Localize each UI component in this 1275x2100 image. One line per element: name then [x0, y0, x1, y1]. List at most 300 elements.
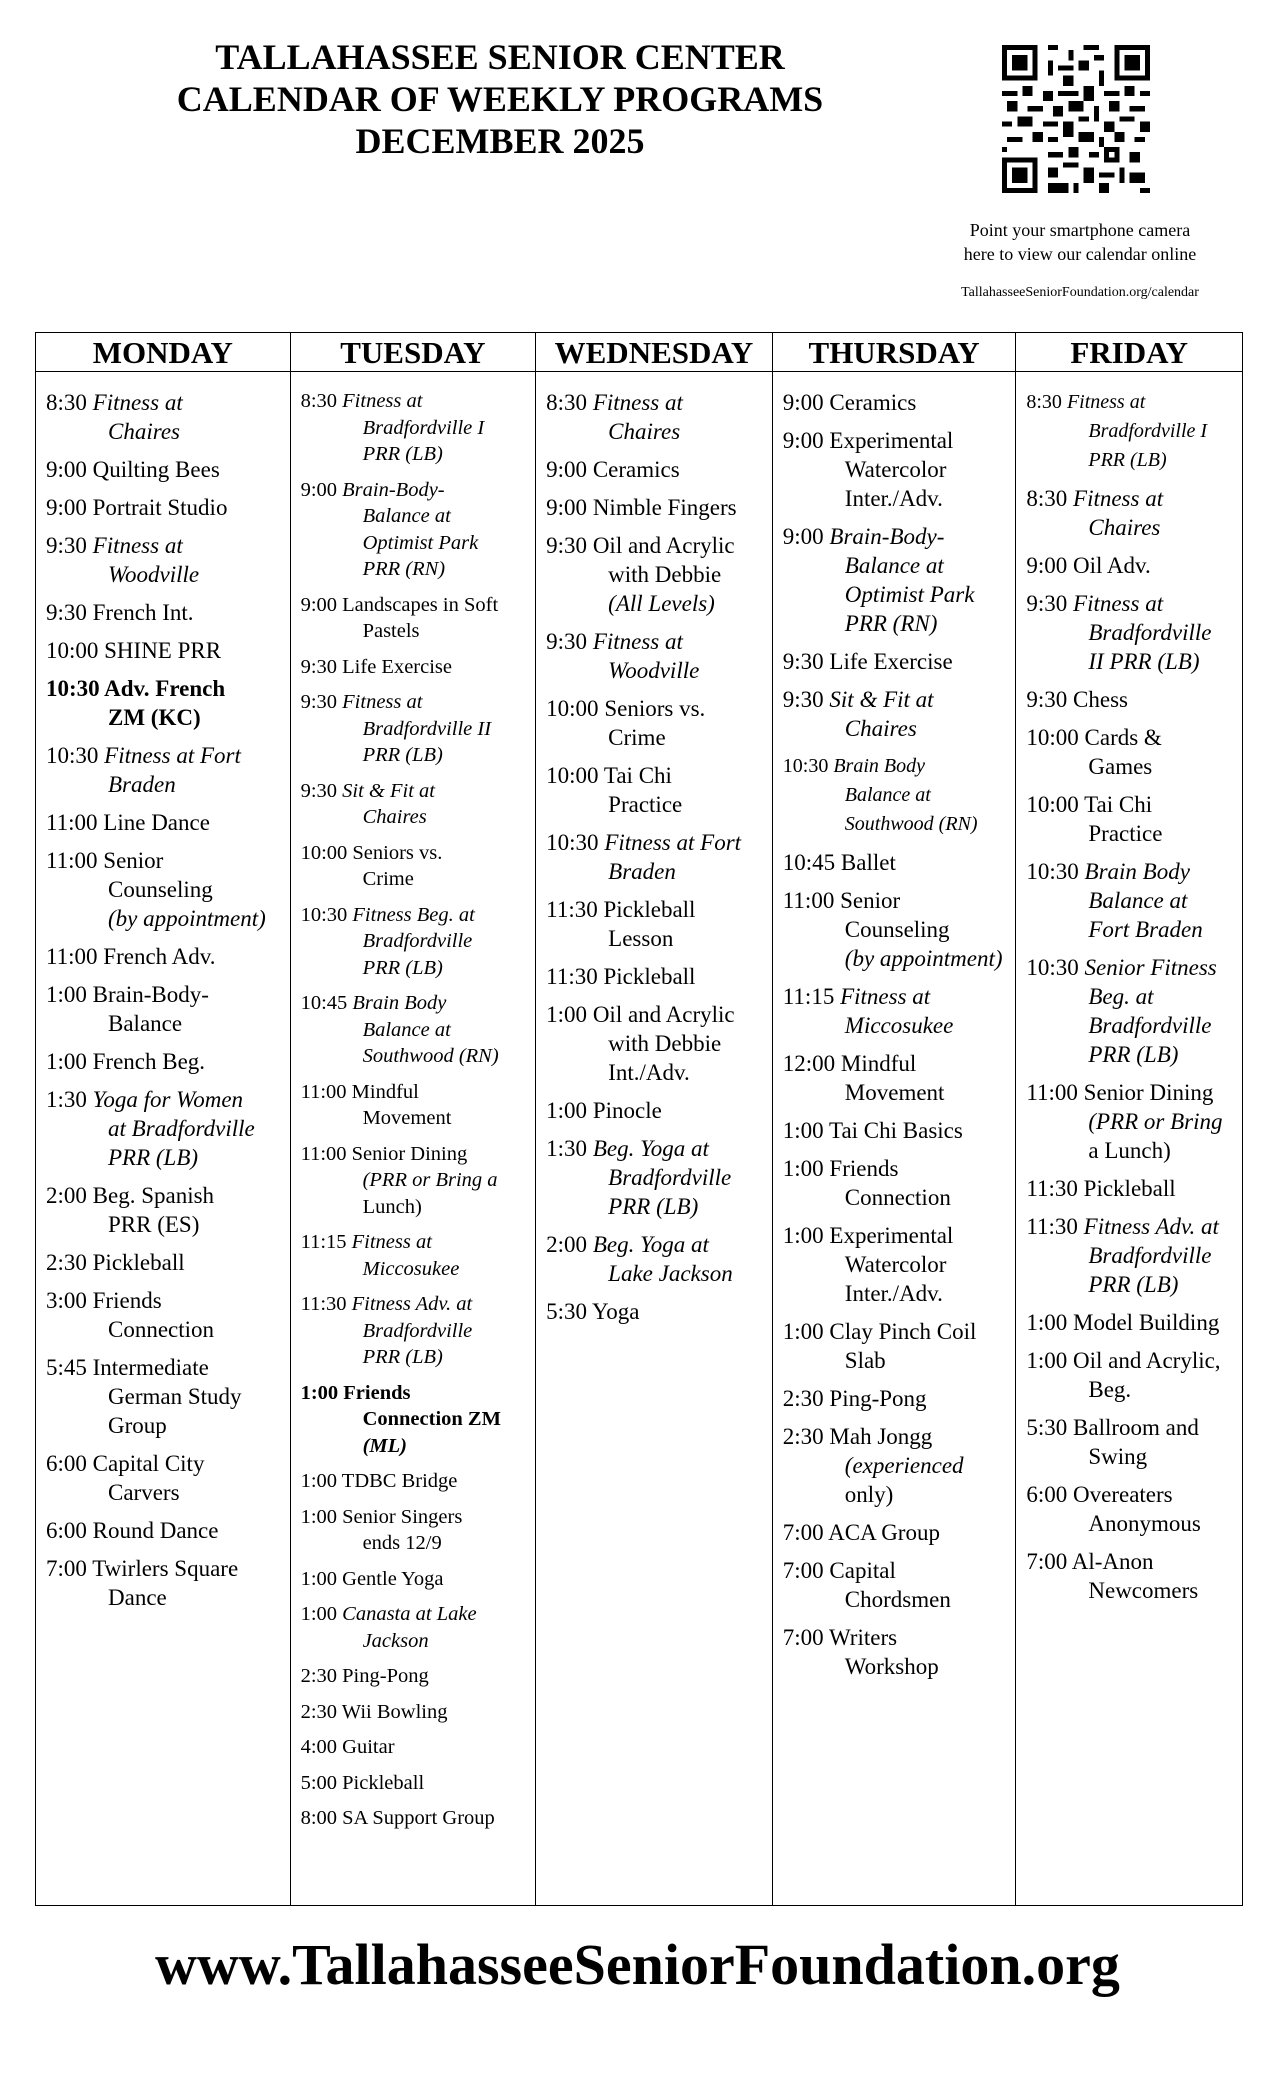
event-time: 10:00 [1026, 792, 1079, 817]
event-item [46, 942, 284, 971]
event-item [46, 1047, 284, 1076]
event-title: Brain-Body- [829, 524, 945, 549]
event-detail: Pastels [362, 620, 420, 642]
event-title: Capital [829, 1558, 896, 1583]
event-title: Fitness at [351, 1231, 432, 1253]
event-title: Fitness Beg. at [352, 903, 475, 926]
event-title: ACA Group [828, 1520, 940, 1545]
event-time: 6:00 [1026, 1482, 1068, 1507]
event-time: 7:00 [782, 1520, 824, 1545]
event-detail: Inter./Adv. [844, 1281, 943, 1306]
event-title: Sit & Fit at [829, 687, 934, 712]
event-item [301, 1663, 530, 1690]
event-time: 6:00 [46, 1451, 87, 1476]
event-item [546, 531, 766, 618]
event-detail: Games [1088, 754, 1153, 779]
event-title: Ping-Pong [342, 1665, 429, 1687]
event-item [301, 990, 530, 1070]
event-item [1026, 1174, 1236, 1203]
event-item [783, 1317, 1010, 1375]
event-detail: PRR (LB) [362, 744, 443, 766]
event-time: 10:45 [300, 992, 348, 1014]
event-time: 5:00 [300, 1771, 338, 1794]
event-time: 7:00 [1026, 1549, 1068, 1574]
event-title: Nimble Fingers [592, 495, 737, 520]
event-detail: Carvers [108, 1480, 180, 1505]
column-tuesday [291, 333, 537, 1905]
event-title: TDBC Bridge [341, 1470, 458, 1492]
event-detail: Watercolor [844, 457, 947, 482]
event-time: 11:30 [546, 964, 598, 989]
event-title: Brain-Body- [342, 478, 445, 501]
footer-website-link[interactable]: www.TallahasseeSeniorFoundation.org [155, 1932, 1120, 1997]
event-detail: Swing [1088, 1444, 1148, 1469]
event-time: 1:00 [1026, 1310, 1068, 1335]
event-item [546, 1096, 766, 1125]
event-detail: Chaires [362, 806, 427, 828]
event-detail: Connection [108, 1317, 215, 1342]
event-time: 7:00 [782, 1625, 824, 1650]
event-detail: Chaires [608, 419, 681, 444]
event-item [546, 828, 766, 886]
event-item [783, 1116, 1010, 1145]
event-detail: (by appointment) [108, 906, 266, 931]
event-time: 10:30 [546, 830, 599, 855]
event-item [1026, 1212, 1236, 1299]
event-item [783, 1422, 1010, 1509]
event-time: 1:00 [782, 1319, 824, 1344]
event-time: 9:30 [782, 649, 824, 674]
event-title: Landscapes in Soft [342, 593, 499, 616]
event-item [1026, 790, 1236, 848]
event-detail: PRR (LB) [1088, 449, 1167, 471]
event-time: 1:30 [46, 1087, 87, 1112]
event-title: Senior Fitness [1084, 955, 1217, 980]
event-item [783, 848, 1010, 877]
event-time: 9:30 [300, 655, 338, 678]
event-time: 8:30 [46, 390, 87, 415]
event-item [783, 1154, 1010, 1212]
event-time: 10:00 [300, 841, 348, 864]
column-wednesday [536, 333, 773, 1905]
event-time: 9:00 [1026, 553, 1068, 578]
event-detail: Balance at [362, 505, 451, 527]
event-title: Fitness Adv. at [351, 1293, 473, 1315]
event-title: Cards & [1084, 725, 1162, 750]
event-item [1026, 1078, 1236, 1165]
event-detail: (PRR or Bring [1088, 1109, 1223, 1134]
event-item [46, 455, 284, 484]
event-time: 5:30 [546, 1299, 588, 1324]
event-item [301, 1699, 530, 1726]
event-item [46, 1353, 284, 1440]
event-title: Wii Bowling [341, 1700, 448, 1723]
event-title: Intermediate [92, 1355, 209, 1380]
event-item [1026, 953, 1236, 1069]
events-monday [36, 372, 290, 1612]
event-title: Chess [1073, 687, 1128, 712]
event-detail: Woodville [608, 658, 700, 683]
event-title: Model Building [1073, 1310, 1220, 1335]
event-time: 9:30 [782, 687, 824, 712]
event-title: Oil and Acrylic, [1073, 1348, 1221, 1373]
event-detail: with Debbie [608, 562, 722, 587]
event-time: 9:30 [300, 779, 338, 802]
event-title: Senior Singers [342, 1505, 463, 1528]
event-detail: ZM (KC) [108, 705, 201, 730]
event-detail: Group [108, 1413, 167, 1438]
event-title: Capital City [92, 1451, 205, 1476]
event-title: Senior Dining [351, 1142, 468, 1165]
event-time: 10:45 [782, 850, 836, 875]
event-detail: only) [844, 1482, 894, 1507]
event-time: 9:30 [546, 533, 588, 558]
event-time: 1:00 [300, 1567, 338, 1590]
event-item [783, 982, 1010, 1040]
event-detail: Balance [108, 1011, 183, 1036]
event-title: Canasta at Lake [342, 1603, 477, 1625]
event-title: Ping-Pong [829, 1386, 927, 1411]
event-item [46, 1286, 284, 1344]
event-item [783, 1556, 1010, 1614]
event-item [546, 1000, 766, 1087]
event-title: French Int. [92, 600, 194, 625]
event-time: 8:30 [546, 390, 588, 415]
event-item [1026, 589, 1236, 676]
event-title: Oil Adv. [1073, 553, 1151, 578]
event-time: 2:30 [46, 1250, 87, 1275]
event-detail: ends 12/9 [362, 1532, 442, 1554]
event-title: Life Exercise [342, 655, 452, 678]
event-detail: Movement [844, 1080, 945, 1105]
event-detail: Connection ZM [362, 1408, 501, 1430]
event-detail: Bradfordville [608, 1165, 732, 1190]
title-line-1: TALLAHASSEE SENIOR CENTER [215, 37, 785, 77]
event-title: Fitness at [342, 691, 423, 713]
event-detail: Woodville [108, 562, 200, 587]
event-time: 10:30 [1026, 859, 1079, 884]
event-item [301, 1504, 530, 1557]
event-item [301, 1291, 530, 1371]
event-detail: Practice [608, 792, 683, 817]
event-item [1026, 1480, 1236, 1538]
event-item [1026, 551, 1236, 580]
event-title: Fitness at Fort [604, 830, 742, 855]
event-title: Fitness at [92, 390, 183, 415]
event-item [301, 1380, 530, 1460]
event-time: 9:30 [1026, 687, 1068, 712]
event-detail: Lunch) [362, 1195, 422, 1218]
event-time: 1:00 [300, 1505, 338, 1528]
event-item [46, 1248, 284, 1277]
event-time: 9:00 [782, 428, 824, 453]
event-item [1026, 1308, 1236, 1337]
title-line-3: DECEMBER 2025 [355, 121, 645, 161]
event-item [301, 840, 530, 893]
event-title: Round Dance [92, 1518, 219, 1543]
event-title: Ballroom and [1073, 1415, 1199, 1440]
event-title: Fitness at [840, 984, 931, 1009]
event-title: Friends [829, 1156, 899, 1181]
events-wednesday [536, 372, 772, 1326]
event-time: 9:30 [546, 629, 588, 654]
event-detail: Connection [844, 1185, 951, 1210]
event-item [301, 477, 530, 583]
event-title: Brain Body [1084, 859, 1190, 884]
event-title: Gentle Yoga [342, 1567, 444, 1590]
event-title: Fitness at [592, 629, 683, 654]
event-time: 10:30 [46, 743, 99, 768]
event-item [1026, 388, 1236, 475]
event-item [546, 761, 766, 819]
event-detail: a Lunch) [1088, 1138, 1171, 1163]
event-title: Life Exercise [829, 649, 953, 674]
event-time: 10:30 [1026, 955, 1079, 980]
event-time: 11:00 [1026, 1080, 1078, 1105]
event-item [783, 388, 1010, 417]
event-time: 10:30 [782, 755, 829, 777]
event-title: Beg. Yoga at [592, 1232, 709, 1257]
event-detail: Bradfordville [1088, 620, 1212, 645]
event-detail: Bradfordville [1088, 1013, 1212, 1038]
event-detail: Miccosukee [362, 1257, 460, 1280]
event-item [46, 1449, 284, 1507]
event-time: 9:30 [46, 533, 87, 558]
event-title: Beg. Spanish [92, 1183, 215, 1208]
qr-code-icon[interactable] [1002, 45, 1150, 193]
event-detail: Lesson [608, 926, 674, 951]
event-detail: Anonymous [1088, 1511, 1201, 1536]
weekly-calendar [35, 332, 1243, 1906]
events-thursday [773, 372, 1016, 1681]
event-time: 10:00 [546, 763, 599, 788]
event-title: Writers [829, 1625, 898, 1650]
event-detail: Bradfordville I [1088, 420, 1208, 442]
event-item [783, 647, 1010, 676]
event-time: 2:30 [300, 1700, 338, 1723]
event-time: 11:00 [300, 1080, 347, 1103]
event-detail: Balance at [844, 784, 931, 806]
event-detail: Bradfordville [1088, 1243, 1212, 1268]
qr-caption-line-2: here to view our calendar online [963, 244, 1197, 264]
event-item [301, 592, 530, 645]
event-item [546, 962, 766, 991]
event-detail: Balance at [1088, 888, 1188, 913]
event-time: 10:30 [300, 903, 348, 926]
event-time: 5:30 [1026, 1415, 1068, 1440]
event-detail: Counseling [108, 877, 213, 902]
event-time: 10:30 [46, 676, 100, 701]
event-item [301, 388, 530, 468]
event-time: 9:00 [300, 478, 338, 501]
event-title: French Adv. [103, 944, 216, 969]
event-item [46, 531, 284, 589]
event-time: 8:00 [300, 1807, 338, 1829]
event-detail: German Study [108, 1384, 242, 1409]
event-title: Ceramics [592, 457, 680, 482]
event-detail: Chaires [1088, 515, 1161, 540]
event-item [783, 426, 1010, 513]
event-time: 9:00 [546, 457, 588, 482]
event-time: 10:00 [1026, 725, 1079, 750]
event-time: 9:00 [782, 390, 824, 415]
event-time: 7:00 [46, 1556, 87, 1581]
event-time: 1:00 [300, 1603, 338, 1625]
qr-caption-line-1: Point your smartphone camera [969, 220, 1191, 240]
event-title: Ballet [840, 850, 896, 875]
event-detail: Newcomers [1088, 1578, 1199, 1603]
event-item [783, 1623, 1010, 1681]
event-title: Yoga for Women [92, 1087, 244, 1112]
event-item [546, 627, 766, 685]
event-time: 11:30 [1026, 1214, 1078, 1239]
event-detail: Southwood (RN) [844, 813, 978, 835]
event-title: Mah Jongg [829, 1424, 933, 1449]
event-detail: PRR (LB) [608, 1194, 699, 1219]
event-item [546, 1230, 766, 1288]
event-item [46, 493, 284, 522]
event-time: 8:30 [1026, 391, 1062, 413]
event-detail: (by appointment) [844, 946, 1003, 971]
event-item [783, 685, 1010, 743]
event-title: Al-Anon [1071, 1549, 1154, 1574]
event-title: Line Dance [103, 810, 210, 835]
event-time: 11:15 [300, 1231, 347, 1253]
event-title: Experimental [829, 1223, 954, 1248]
event-detail: Chaires [108, 419, 180, 444]
event-detail: (PRR or Bring a [362, 1169, 498, 1191]
event-time: 11:15 [782, 984, 835, 1009]
day-header-monday: MONDAY [36, 333, 290, 372]
event-item [46, 846, 284, 933]
event-item [546, 1134, 766, 1221]
event-time: 1:00 [546, 1098, 588, 1123]
event-time: 11:00 [46, 944, 98, 969]
event-title: Pinocle [592, 1098, 662, 1123]
event-item [783, 1384, 1010, 1413]
event-item [301, 902, 530, 982]
event-time: 1:00 [46, 1049, 87, 1074]
event-item [301, 654, 530, 681]
event-item [546, 493, 766, 522]
event-time: 2:00 [46, 1183, 87, 1208]
event-detail: Optimist Park [362, 531, 479, 554]
event-detail: Dance [108, 1585, 167, 1610]
event-item [783, 1518, 1010, 1547]
event-title: Pickleball [1083, 1176, 1176, 1201]
event-item [1026, 484, 1236, 542]
event-time: 8:30 [1026, 486, 1068, 511]
event-item [46, 388, 284, 446]
event-item [46, 808, 284, 837]
event-item [546, 455, 766, 484]
event-detail: Lake Jackson [608, 1261, 733, 1286]
event-detail: PRR (ES) [108, 1212, 200, 1237]
event-item [46, 1085, 284, 1172]
event-time: 9:00 [46, 457, 87, 482]
column-thursday [773, 333, 1017, 1905]
event-time: 11:00 [782, 888, 835, 913]
event-title: Oil and Acrylic [592, 1002, 735, 1027]
event-detail: PRR (LB) [362, 956, 443, 979]
event-time: 6:00 [46, 1518, 87, 1543]
event-detail: PRR (LB) [1088, 1272, 1179, 1297]
event-detail: Slab [844, 1348, 886, 1373]
event-item [783, 522, 1010, 638]
event-time: 11:00 [46, 810, 98, 835]
event-title: Brain Body [833, 755, 925, 777]
event-detail: (All Levels) [608, 591, 715, 616]
event-item [1026, 1413, 1236, 1471]
event-detail: (ML) [362, 1434, 407, 1457]
column-friday [1016, 333, 1242, 1905]
event-title: Fitness Adv. at [1083, 1214, 1219, 1239]
event-detail: Int./Adv. [608, 1060, 690, 1085]
event-detail: Optimist Park [844, 582, 975, 607]
event-title: Pickleball [603, 897, 696, 922]
event-title: Friends [343, 1381, 411, 1404]
event-item [546, 895, 766, 953]
event-time: 9:00 [300, 593, 338, 616]
event-title: Fitness at [592, 390, 683, 415]
event-detail: Jackson [362, 1629, 429, 1652]
event-time: 8:30 [300, 390, 338, 412]
event-item [1026, 1547, 1236, 1605]
calendar-url[interactable]: TallahasseeSeniorFoundation.org/calendar [961, 285, 1199, 300]
event-detail: PRR (LB) [362, 1346, 443, 1368]
event-item [46, 1554, 284, 1612]
event-title: Yoga [591, 1299, 640, 1324]
event-title: Fitness at [1073, 486, 1164, 511]
event-title: SHINE PRR [104, 638, 222, 663]
event-item [301, 1468, 530, 1495]
event-item [301, 1770, 530, 1797]
event-item [301, 778, 530, 831]
day-header-friday: FRIDAY [1016, 333, 1242, 372]
event-title: Adv. French [104, 676, 226, 701]
event-title: Seniors vs. [352, 841, 443, 864]
event-time: 1:00 [782, 1156, 824, 1181]
event-title: Tai Chi [1084, 792, 1153, 817]
event-time: 10:00 [46, 638, 99, 663]
event-time: 9:30 [46, 600, 87, 625]
page-title [40, 36, 960, 162]
event-title: Senior Dining [1083, 1080, 1214, 1105]
event-detail: Beg. [1088, 1377, 1132, 1402]
event-time: 10:00 [546, 696, 599, 721]
event-title: Fitness at [92, 533, 183, 558]
day-header-tuesday: TUESDAY [291, 333, 536, 372]
event-time: 2:30 [782, 1424, 824, 1449]
event-time: 9:30 [300, 691, 338, 713]
event-title: Fitness at [342, 390, 423, 412]
column-monday [36, 333, 291, 1905]
event-detail: Braden [108, 772, 176, 797]
event-item [301, 1566, 530, 1593]
event-title: Oil and Acrylic [592, 533, 735, 558]
event-item [46, 1181, 284, 1239]
event-item [301, 1229, 530, 1282]
event-title: Tai Chi [603, 763, 672, 788]
event-detail: (experienced [844, 1453, 964, 1478]
event-detail: Braden [608, 859, 676, 884]
event-title: Mindful [840, 1051, 917, 1076]
event-time: 2:30 [782, 1386, 824, 1411]
event-item [546, 1297, 766, 1326]
event-item [1026, 1346, 1236, 1404]
event-title: Portrait Studio [92, 495, 228, 520]
event-detail: Bradfordville [362, 1319, 473, 1342]
